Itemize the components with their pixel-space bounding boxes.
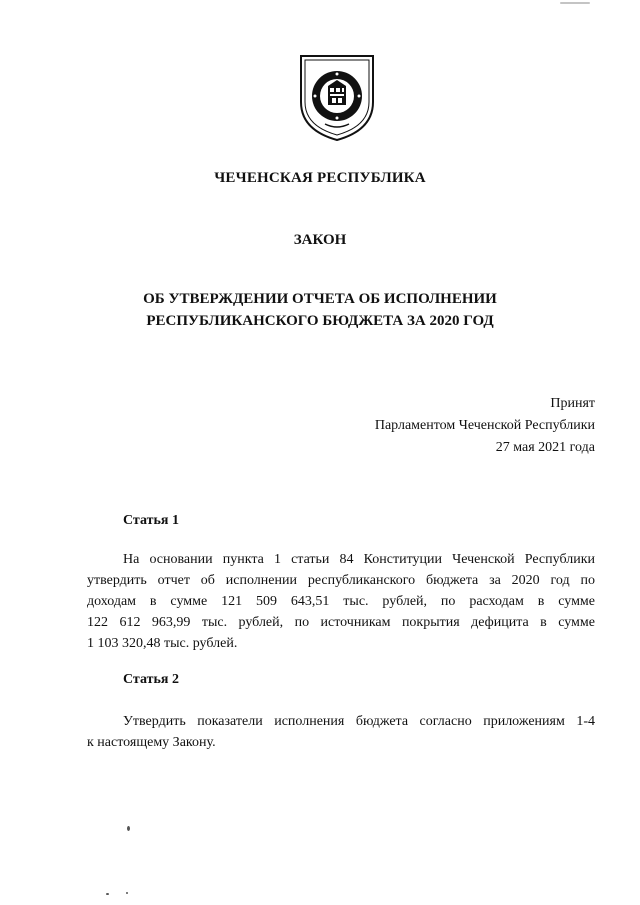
article-2-line: к настоящему Закону. xyxy=(87,735,216,750)
scan-speck xyxy=(106,893,109,895)
article-2-text xyxy=(87,711,595,753)
article-1-line: 122 612 963,99 тыс. рублей, по источникам покрытия дефицита в сумме xyxy=(87,615,595,630)
scan-speck xyxy=(127,826,130,831)
article-2-line: Утвердить показатели исполнения бюджета согласно приложениям 1-4 xyxy=(123,714,595,729)
article-1-heading: Статья 1 xyxy=(123,513,179,528)
adoption-block xyxy=(375,393,595,459)
adoption-date: 27 мая 2021 года xyxy=(495,440,595,455)
adoption-body: Парламентом Чеченской Республики xyxy=(374,418,595,433)
adoption-status: Принят xyxy=(550,396,595,411)
document-type: ЗАКОН xyxy=(293,232,347,248)
article-2-heading: Статья 2 xyxy=(123,672,179,687)
law-title-line-2: РЕСПУБЛИКАНСКОГО БЮДЖЕТА ЗА 2020 ГОД xyxy=(146,313,494,329)
article-1-line: доходам в сумме 121 509 643,51 тыс. рублей, по расходам в сумме xyxy=(87,594,595,609)
article-1-text xyxy=(87,549,595,654)
scan-speck xyxy=(126,892,128,894)
republic-name: ЧЕЧЕНСКАЯ РЕСПУБЛИКА xyxy=(214,170,426,186)
article-1-line: 1 103 320,48 тыс. рублей. xyxy=(87,636,238,651)
scan-speck xyxy=(560,2,590,4)
article-1-line: утвердить отчет об исполнении республиканского бюджета за 2020 год по xyxy=(87,573,595,588)
article-1-line: На основании пункта 1 статьи 84 Конституции Чеченской Республики xyxy=(123,552,595,567)
law-title-line-1: ОБ УТВЕРЖДЕНИИ ОТЧЕТА ОБ ИСПОЛНЕНИИ xyxy=(143,291,497,307)
coat-of-arms-icon xyxy=(297,52,377,142)
